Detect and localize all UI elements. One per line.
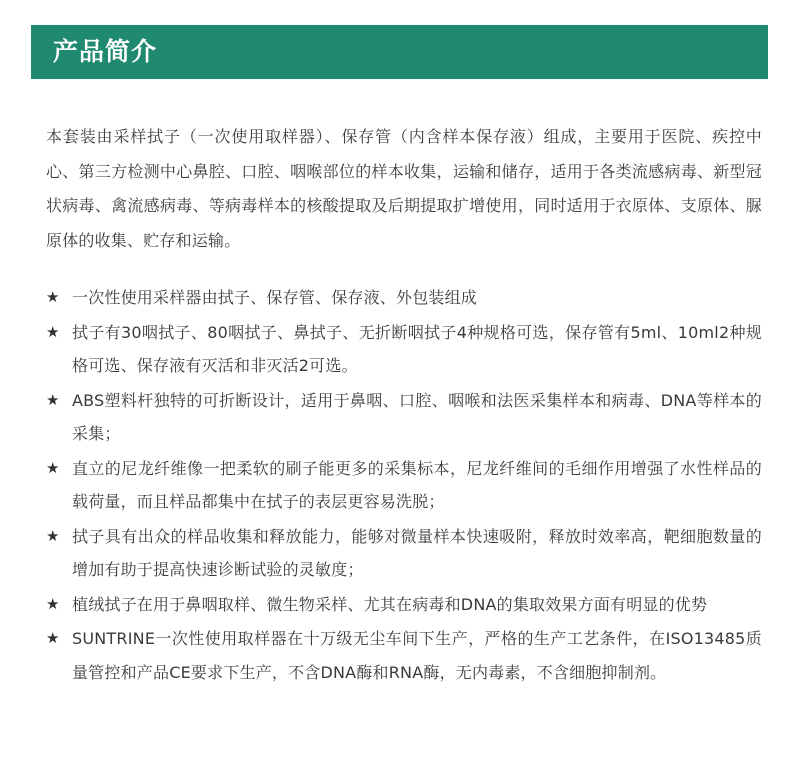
feature-item	[46, 316, 762, 383]
feature-item	[46, 622, 762, 689]
feature-text: ABS塑料杆独特的可折断设计，适用于鼻咽、口腔、咽喉和法医采集样本和病毒、DNA等样本的采集；	[72, 390, 762, 443]
star-icon: ★	[46, 390, 60, 409]
feature-list	[46, 281, 762, 690]
star-icon: ★	[46, 458, 60, 477]
feature-text: 植绒拭子在用于鼻咽取样、微生物采样、尤其在病毒和DNA的集取效果方面有明显的优势	[72, 594, 708, 614]
feature-text: SUNTRINE一次性使用取样器在十万级无尘车间下生产，严格的生产工艺条件，在ISO13485质量管控和产品CE要求下生产，不含DNA酶和RNA酶，无内毒素，不含细胞抑制剂。	[72, 629, 762, 682]
section-header	[31, 25, 768, 79]
feature-text: 直立的尼龙纤维像一把柔软的刷子能更多的采集标本，尼龙纤维间的毛细作用增强了水性样品的载荷量，而且样品都集中在拭子的表层更容易洗脱；	[72, 458, 762, 511]
feature-item	[46, 281, 762, 315]
star-icon: ★	[46, 322, 60, 341]
feature-item	[46, 384, 762, 451]
feature-item	[46, 452, 762, 519]
section-title: 产品简介	[53, 37, 158, 66]
intro-paragraph: 本套装由采样拭子（一次使用取样器）、保存管（内含样本保存液）组成，主要用于医院、疾控中心、第三方检测中心鼻腔、口腔、咽喉部位的样本收集，运输和储存，适用于各类流感病毒、新型冠状病毒、禽流感病毒、等病毒样本的核酸提取及后期提取扩增使用，同时适用于衣原体、支原体、脲原体的收集、贮存和运输。	[46, 127, 762, 250]
star-icon: ★	[46, 526, 60, 545]
feature-text: 拭子有30咽拭子、80咽拭子、鼻拭子、无折断咽拭子4种规格可选，保存管有5ml、10ml2种规格可选、保存液有灭活和非灭活2可选。	[72, 322, 762, 375]
star-icon: ★	[46, 629, 60, 647]
star-icon: ★	[46, 288, 60, 306]
feature-item	[46, 520, 762, 587]
feature-text: 一次性使用采样器由拭子、保存管、保存液、外包装组成	[72, 288, 478, 307]
feature-item	[46, 588, 762, 622]
star-icon: ★	[46, 594, 60, 613]
feature-text: 拭子具有出众的样品收集和释放能力，能够对微量样本快速吸附，释放时效率高，靶细胞数量的增加有助于提高快速诊断试验的灵敏度；	[72, 526, 762, 579]
